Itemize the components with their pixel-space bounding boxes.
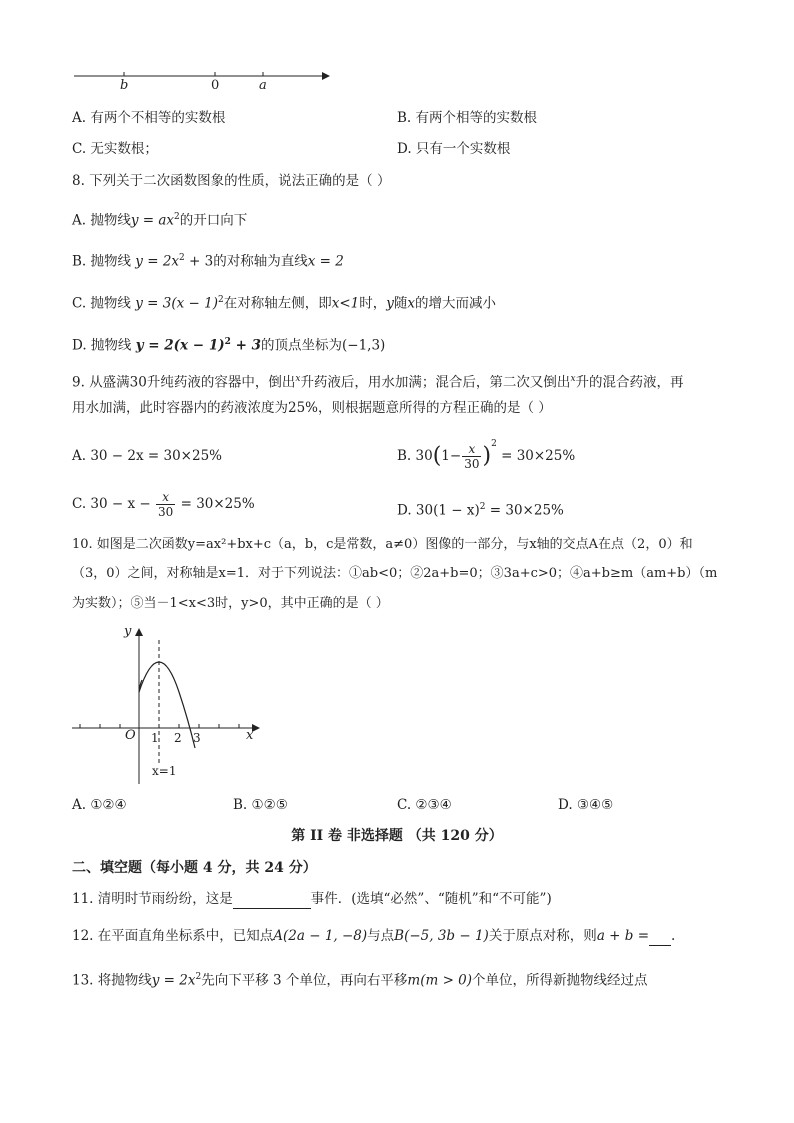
q9-option-a[interactable]: A. 30 − 2x = 30×25% [72, 448, 222, 464]
q9-b-frac [462, 442, 481, 471]
q9-c-pre: C. 30 − x − [72, 496, 156, 512]
q10-option-b[interactable]: B. ①②⑤ [233, 797, 288, 813]
q9-c-frac-num: x [156, 490, 175, 505]
q8-stem: 8. 下列关于二次函数图象的性质，说法正确的是（ ） [72, 173, 391, 189]
q10-stem-line1: 10. 如图是二次函数y=ax²+bx+c（a，b，c是常数，a≠0）图像的一部分，与x轴的交点A在点（2，0）和 [72, 537, 693, 552]
q13-expr: y = 2x [151, 972, 196, 989]
parabola-curve [139, 662, 195, 748]
q8-b-line: x = 2 [307, 253, 344, 270]
q9-d-post: = 30×25% [485, 502, 564, 519]
q8-b-expr: y = 2x [135, 253, 180, 270]
q11 [72, 889, 552, 909]
q8-b-mid: + 3 [184, 253, 214, 270]
q10-stem-line3: 为实数）；⑤当－1<x<3时，y>0，其中正确的是（ ） [72, 596, 389, 611]
number-line-label-a: a [259, 78, 267, 93]
q8-d-coord: (−1,3) [341, 337, 386, 354]
q8-a-post: 的开口向下 [179, 212, 248, 229]
q8-c-y: y [386, 295, 394, 312]
q8-c-x: x [407, 295, 415, 312]
q9-b-frac-den: 30 [464, 457, 480, 471]
section-title: 第 II 卷 非选择题 （共 120 分） [291, 828, 503, 844]
q10-option-a[interactable]: A. ①②④ [72, 797, 127, 813]
q8-d-expr: y = 2(x − 1) [135, 337, 225, 354]
q8-b-pre: B. 抛物线 [72, 253, 136, 270]
q12-end: . [671, 928, 676, 944]
q7-option-c[interactable]: C. 无实数根； [72, 141, 158, 157]
q10-option-d[interactable]: D. ③④⑤ [558, 797, 614, 813]
q12 [72, 926, 675, 946]
q11-pre: 11. 清明时节雨纷纷，这是 [72, 891, 233, 907]
q8-option-a[interactable]: A. 抛物线$y = ax^2$的开口向下 [72, 212, 248, 229]
q9-c-frac-den: 30 [158, 505, 174, 519]
q9-line1-b: 升药液后，用水加满；混合后，第二次又倒出 [300, 374, 571, 391]
q8-option-d[interactable]: D. 抛物线 $y = 2(x - 1)^2 + 3$的顶点坐标为(−1,3) [72, 337, 386, 354]
q8-b-post: 的对称轴为直线 [213, 253, 308, 270]
q12-mid: 与点 [367, 928, 395, 944]
q8-c-post3: 随 [393, 295, 408, 312]
number-line-svg [70, 66, 340, 96]
q10-option-c[interactable]: C. ②③④ [397, 797, 452, 813]
q12-point-b: B(−5, 3b − 1) [394, 928, 489, 944]
q8-d-pre: D. 抛物线 [72, 337, 136, 354]
q8-d-post: 的顶点坐标为 [260, 337, 342, 354]
part-two-heading: 二、填空题（每小题 4 分，共 24 分） [72, 860, 317, 876]
q13-pre: 13. 将抛物线 [72, 972, 152, 989]
q8-c-pre: C. 抛物线 [72, 295, 136, 312]
q7-option-a[interactable]: A. 有两个不相等的实数根 [72, 110, 226, 126]
q13-post: 先向下平移 3 个单位，再向右平移 [201, 972, 408, 989]
number-line-label-b: b [120, 78, 129, 93]
q8-c-post: 在对称轴左侧，即 [223, 295, 332, 312]
q12-point-a: A(2a − 1, −8) [273, 928, 368, 944]
q13-post2: 个单位，所得新抛物线经过点 [472, 972, 648, 989]
q9-c-post: = 30×25% [176, 496, 255, 512]
q13-m: m(m > 0) [407, 972, 473, 989]
q8-c-post2: 时， [359, 295, 387, 312]
q9-option-c[interactable] [72, 490, 255, 530]
q13: 13. 将抛物线$y = 2x^2$先向下平移 3 个单位，再向右平移m(m > 0)个单位，所得新抛物线经过点 [72, 972, 648, 989]
graph-tick-1: 1 [151, 731, 159, 745]
q11-post: 事件．(选填“必然”、“随机”和“不可能”) [310, 891, 552, 907]
q8-c-cond: x<1 [331, 295, 360, 312]
q8-c-expr: y = 3(x − 1) [135, 295, 218, 312]
q9-line1-c: 升的混合药液，再 [575, 374, 684, 391]
q12-pre: 12. 在平面直角坐标系中，已知点 [72, 928, 274, 944]
q9-option-d[interactable]: D. $30(1 - x)^2 = 30\times 25\%$ [397, 502, 564, 519]
q12-answer-blank[interactable] [649, 931, 671, 946]
q9-x2: x [570, 374, 576, 384]
q10-stem-line2: （3，0）之间，对称轴是x=1．对于下列说法：①ab<0；②2a+b=0；③3a+c>0；④a+b≥m（am+b）（m [72, 566, 718, 581]
q7-option-d[interactable]: D. 只有一个实数根 [397, 141, 511, 157]
q8-a-pre: A. 抛物线 [72, 212, 131, 229]
graph-tick-3: 3 [193, 731, 201, 745]
q8-d-mid: + 3 [230, 337, 261, 354]
graph-x-label: x [246, 728, 254, 743]
graph-y-label: y [124, 624, 132, 639]
graph-origin-label: O [125, 728, 136, 743]
q12-expr: a + b = [596, 928, 649, 944]
q8-option-c[interactable]: C. 抛物线 $y = 3(x - 1)^2$在对称轴左侧，即x<1时，y随x的增大而减小 [72, 295, 496, 312]
q9-d-expr: D. 30(1 − x) [397, 502, 480, 519]
q9-line1-a: 9. 从盛满30升纯药液的容器中，倒出 [72, 374, 296, 391]
q9-c-frac [156, 490, 175, 519]
number-line-label-0: 0 [211, 78, 220, 93]
q9-b-pre: B. 30 [397, 448, 433, 464]
graph-symmetry-label: x=1 [152, 764, 177, 778]
q11-answer-blank[interactable] [233, 894, 311, 909]
q9-b-post: = 30×25% [496, 448, 576, 464]
q8-option-b[interactable]: B. 抛物线 $y = 2x^2 + 3$的对称轴为直线x = 2 [72, 253, 344, 270]
q7-option-b[interactable]: B. 有两个相等的实数根 [397, 110, 538, 126]
q9-x1: x [295, 374, 301, 384]
q9-option-b[interactable]: B. 30(1− $\frac{x}{30}$ )$^2$ = 30×25% [397, 439, 576, 471]
q10-graph [66, 622, 266, 790]
q9-b-frac-num: x [462, 442, 481, 457]
graph-tick-2: 2 [174, 731, 182, 745]
q12-post: 关于原点对称，则 [488, 928, 597, 944]
q8-a-expr: y = ax [130, 212, 175, 229]
q9-stem-line2: 用水加满，此时容器内的药液浓度为25%，则根据题意所得的方程正确的是（ ） [72, 400, 552, 416]
q8-c-post4: 的增大而减小 [415, 295, 496, 312]
q9-b-one: 1− [441, 448, 462, 464]
number-line [70, 66, 340, 96]
q9-stem-line1 [72, 369, 684, 393]
